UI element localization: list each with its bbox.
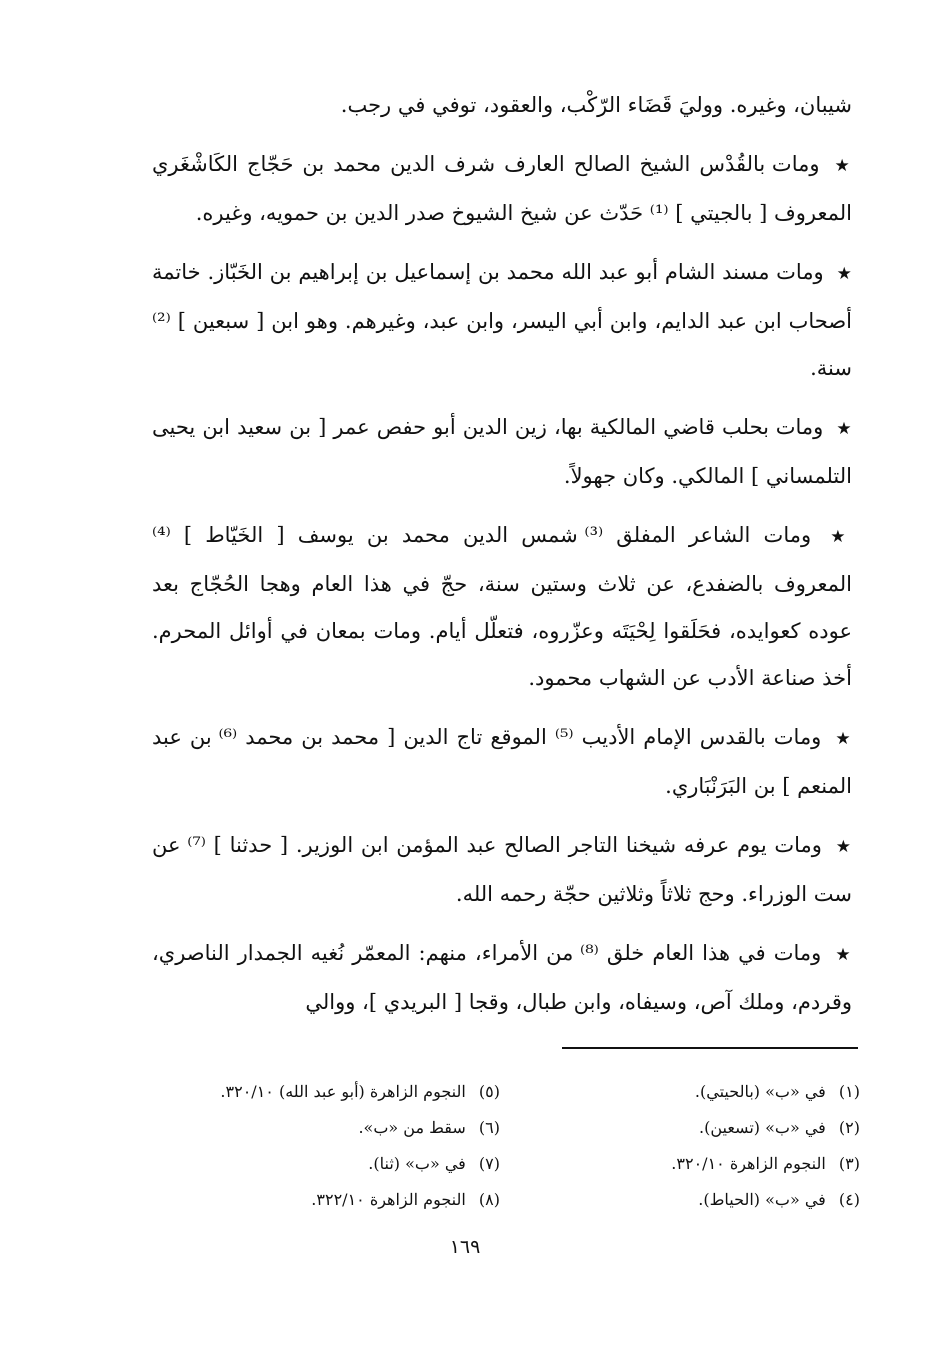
- paragraph: [152, 930, 852, 1026]
- footnote-number: (٦): [478, 1118, 500, 1137]
- star-icon: ★: [835, 837, 852, 857]
- footnote: [160, 1146, 500, 1182]
- footnote: [520, 1182, 860, 1218]
- footnote-number: (٧): [478, 1154, 500, 1173]
- paragraph: [152, 714, 852, 810]
- footnotes-left-column: [160, 1074, 500, 1218]
- paragraph-text: شيبان، وغيره. ووليَ قَضَاء الرّكْب، والعقود، توفي في رجب.: [340, 93, 852, 117]
- footnote-number: (٣): [838, 1154, 860, 1173]
- star-icon: ★: [834, 156, 852, 176]
- footnote-text: في «ب» (تسعين).: [698, 1118, 826, 1137]
- star-icon: ★: [836, 419, 853, 439]
- footnote-text: سقط من «ب».: [358, 1118, 466, 1137]
- paragraph: [152, 249, 852, 392]
- footnotes: [160, 1074, 860, 1218]
- footnote-number: (١): [838, 1082, 860, 1101]
- footnote: [520, 1146, 860, 1182]
- paragraph-text: ومات في هذا العام خلق ⁽⁸⁾ من الأمراء، منهم: المعمّر نُغيه الجمدار الناصري، وقردم، وملك آص، وسيفاه، وابن طبال، وقجا [ البريدي ]، ووالي: [152, 941, 852, 1014]
- paragraph-text: ومات بحلب قاضي المالكية بها، زين الدين أبو حفص عمر [ بن سعيد ابن يحيى التلمساني ] المالكي. وكان جهولاً.: [152, 415, 852, 488]
- footnote-text: في «ب» (ثنا).: [368, 1154, 466, 1173]
- paragraph-text: ومات مسند الشام أبو عبد الله محمد بن إسماعيل بن إبراهيم بن الخَبّاز. خاتمة أصحاب ابن عبد الدايم، وابن أبي اليسر، وابن عبد، وغيرهم. وهو ابن [ سبعين ] ⁽²⁾ سنة.: [152, 260, 852, 380]
- footnote: [520, 1074, 860, 1110]
- footnote: [160, 1074, 500, 1110]
- footnotes-right-column: [520, 1074, 860, 1218]
- footnote-number: (٥): [478, 1082, 500, 1101]
- footnote-number: (٨): [478, 1190, 500, 1209]
- paragraph: [152, 512, 852, 702]
- footnote-number: (٢): [838, 1118, 860, 1137]
- footnote-divider: [562, 1047, 858, 1049]
- footnote-number: (٤): [838, 1190, 860, 1209]
- paragraph-text: ومات بالقُدْس الشيخ الصالح العارف شرف الدين محمد بن حَجّاج الكَاشْغَري المعروف [ بالجيتي ] ⁽¹⁾ حَدّث عن شيخ الشيوخ صدر الدين بن حمويه، وغيره.: [152, 152, 852, 225]
- footnote-text: النجوم الزاهرة ٣٢٠/١٠.: [671, 1154, 826, 1173]
- footnote-text: في «ب» (بالحيتي).: [694, 1082, 826, 1101]
- star-icon: ★: [836, 264, 852, 284]
- main-text: [152, 82, 852, 1038]
- paragraph: [152, 82, 852, 129]
- footnote-text: النجوم الزاهرة (أبو عبد الله) ٣٢٠/١٠.: [220, 1082, 466, 1101]
- footnote: [160, 1110, 500, 1146]
- paragraph-text: ومات يوم عرفه شيخنا التاجر الصالح عبد المؤمن ابن الوزير. [ حدثنا ] ⁽⁷⁾ عن ست الوزراء. وحج ثلاثاً وثلاثين حجّة رحمه الله.: [152, 833, 852, 906]
- star-icon: ★: [835, 729, 852, 749]
- footnote: [520, 1110, 860, 1146]
- paragraph: [152, 141, 852, 237]
- page-number: ١٦٩: [449, 1236, 481, 1258]
- footnote: [160, 1182, 500, 1218]
- paragraph: [152, 404, 852, 500]
- star-icon: ★: [835, 945, 852, 965]
- star-icon: ★: [830, 527, 852, 547]
- paragraph: [152, 822, 852, 918]
- paragraph-text: ومات بالقدس الإمام الأديب ⁽⁵⁾ الموقع تاج الدين [ محمد بن محمد ⁽⁶⁾ بن عبد المنعم ] بن البَرَنْبَاري.: [152, 725, 852, 798]
- footnote-text: النجوم الزاهرة ٣٢٢/١٠.: [311, 1190, 466, 1209]
- footnote-text: في «ب» (الحياط).: [698, 1190, 826, 1209]
- paragraph-text: ومات الشاعر المفلق ⁽³⁾ شمس الدين محمد بن يوسف [ الخَيّاط ] ⁽⁴⁾ المعروف بالضفدع، عن ثلاث وستين سنة، حجّ في هذا العام وهجا الحُجّاج بعد عوده كعوايده، فحَلَقوا لِحْيَتَه وعزّروه، فتعلّل أيام. ومات بمعان في أوائل المحرم. أخذ صناعة الأدب عن الشهاب محمود.: [152, 523, 852, 690]
